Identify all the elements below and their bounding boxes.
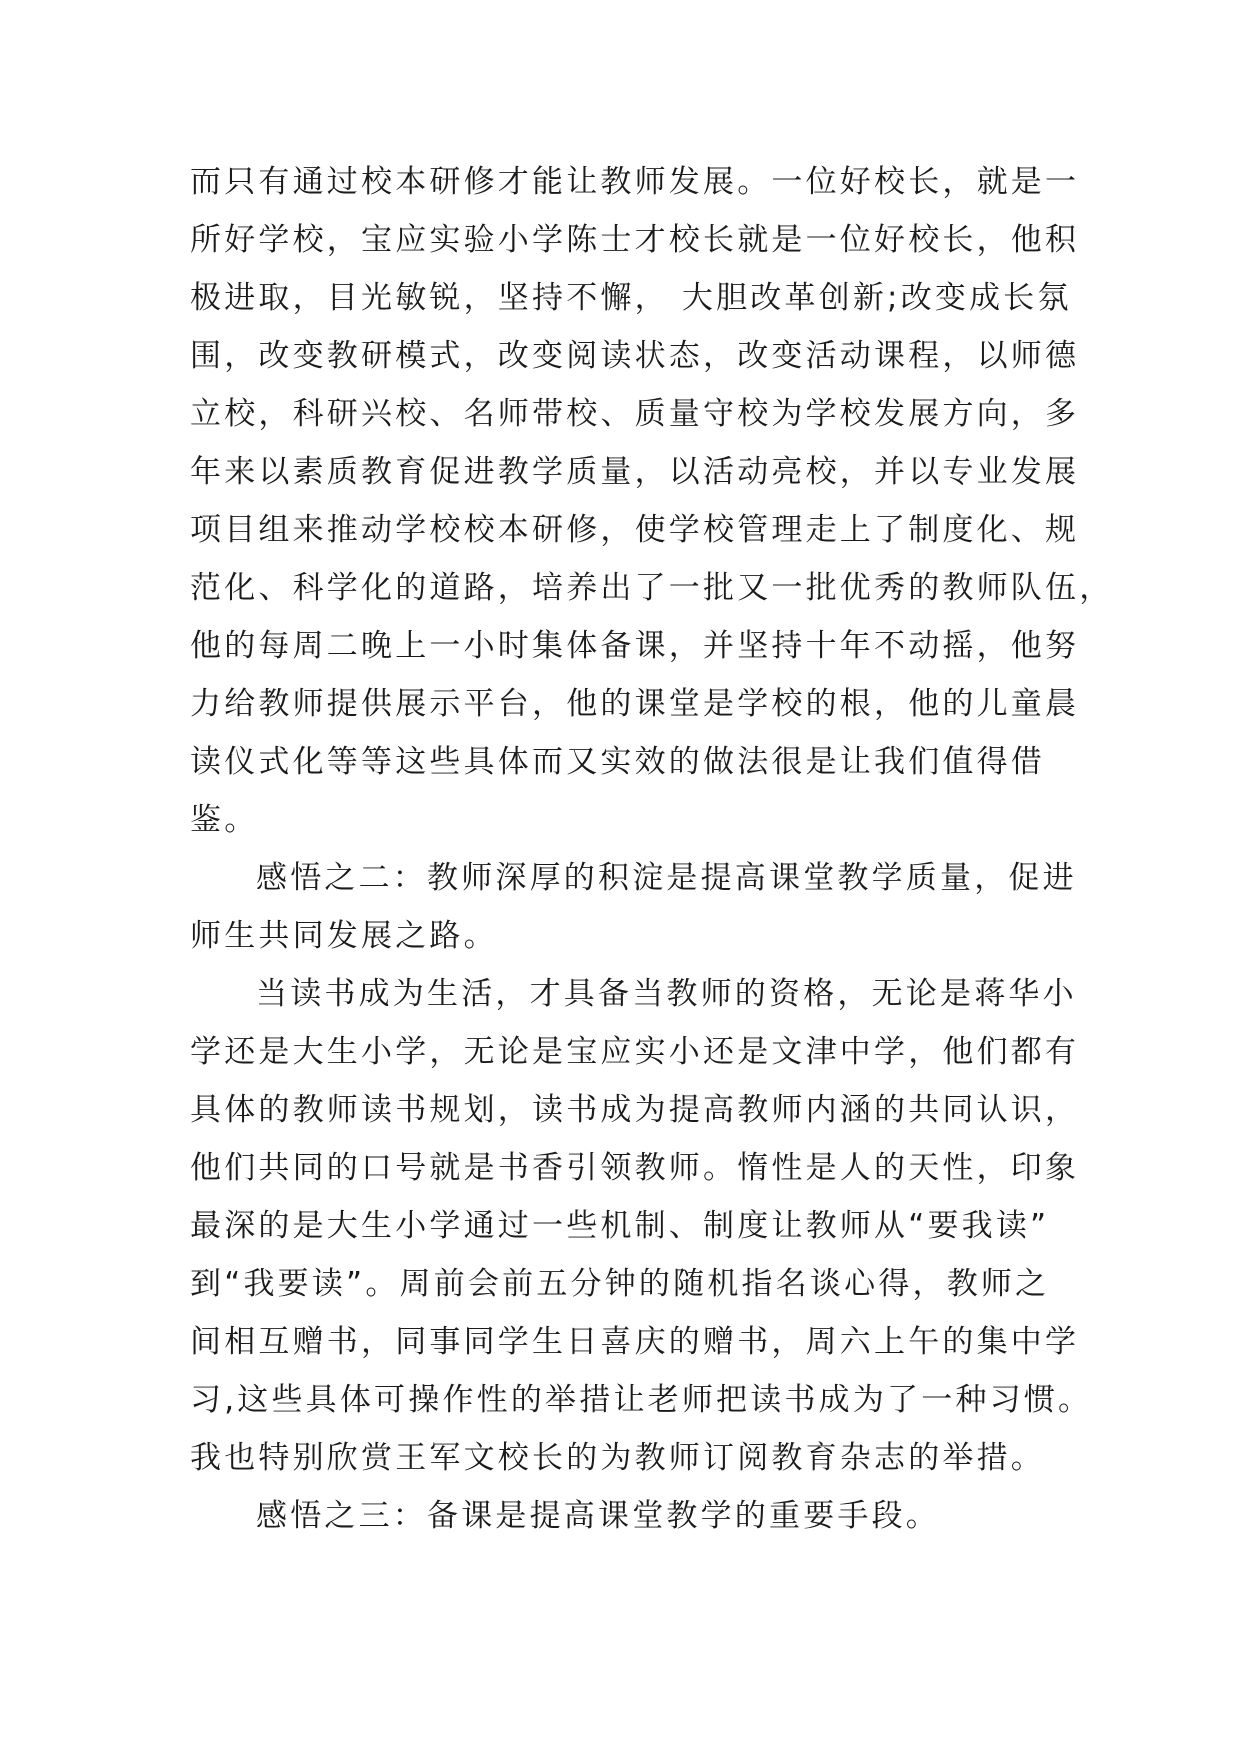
text-line: 当读书成为生活，才具备当教师的资格，无论是蒋华小 bbox=[256, 976, 1077, 1012]
text-line: 读仪式化等等这些具体而又实效的做法很是让我们值得借 bbox=[190, 744, 1045, 780]
text-line: 而只有通过校本研修才能让教师发展。一位好校长，就是一 bbox=[190, 164, 1080, 200]
text-line: 具体的教师读书规划，读书成为提高教师内涵的共同认识， bbox=[190, 1092, 1080, 1128]
text-line: 立校，科研兴校、名师带校、质量守校为学校发展方向，多 bbox=[190, 396, 1080, 432]
text-line: 他的每周二晚上一小时集体备课，并坚持十年不动摇，他努 bbox=[190, 628, 1080, 664]
text-line: 间相互赠书，同事同学生日喜庆的赠书，周六上午的集中学 bbox=[190, 1324, 1080, 1360]
text-line: 鉴。 bbox=[190, 802, 259, 838]
text-line: 学还是大生小学，无论是宝应实小还是文津中学，他们都有 bbox=[190, 1034, 1080, 1070]
text-line: 力给教师提供展示平台，他的课堂是学校的根，他的儿童晨 bbox=[190, 686, 1080, 722]
text-line: 围，改变教研模式，改变阅读状态，改变活动课程，以师德 bbox=[190, 338, 1080, 374]
text-line: 所好学校，宝应实验小学陈士才校长就是一位好校长，他积 bbox=[190, 222, 1080, 258]
text-line: 我也特别欣赏王军文校长的为教师订阅教育杂志的举措。 bbox=[190, 1440, 1045, 1476]
text-line: 范化、科学化的道路，培养出了一批又一批优秀的教师队伍， bbox=[190, 570, 1114, 606]
text-line: 最深的是大生小学通过一些机制、制度让教师从“要我读” bbox=[190, 1208, 1050, 1244]
text-line: 习,这些具体可操作性的举措让老师把读书成为了一种习惯。 bbox=[190, 1382, 1093, 1418]
text-line: 项目组来推动学校校本研修，使学校管理走上了制度化、规 bbox=[190, 512, 1080, 548]
text-line: 到“我要读”。周前会前五分钟的随机指名谈心得，教师之 bbox=[190, 1266, 1050, 1302]
text-line: 年来以素质教育促进教学质量，以活动亮校，并以专业发展 bbox=[190, 454, 1080, 490]
section-heading-line: 师生共同发展之路。 bbox=[190, 918, 498, 954]
text-line: 他们共同的口号就是书香引领教师。惰性是人的天性，印象 bbox=[190, 1150, 1080, 1186]
section-heading-line: 感悟之二：教师深厚的积淀是提高课堂教学质量，促进 bbox=[256, 860, 1077, 896]
text-line: 极进取，目光敏锐，坚持不懈， 大胆改革创新;改变成长氛 bbox=[190, 280, 1072, 316]
section-heading-line: 感悟之三：备课是提高课堂教学的重要手段。 bbox=[256, 1498, 940, 1534]
